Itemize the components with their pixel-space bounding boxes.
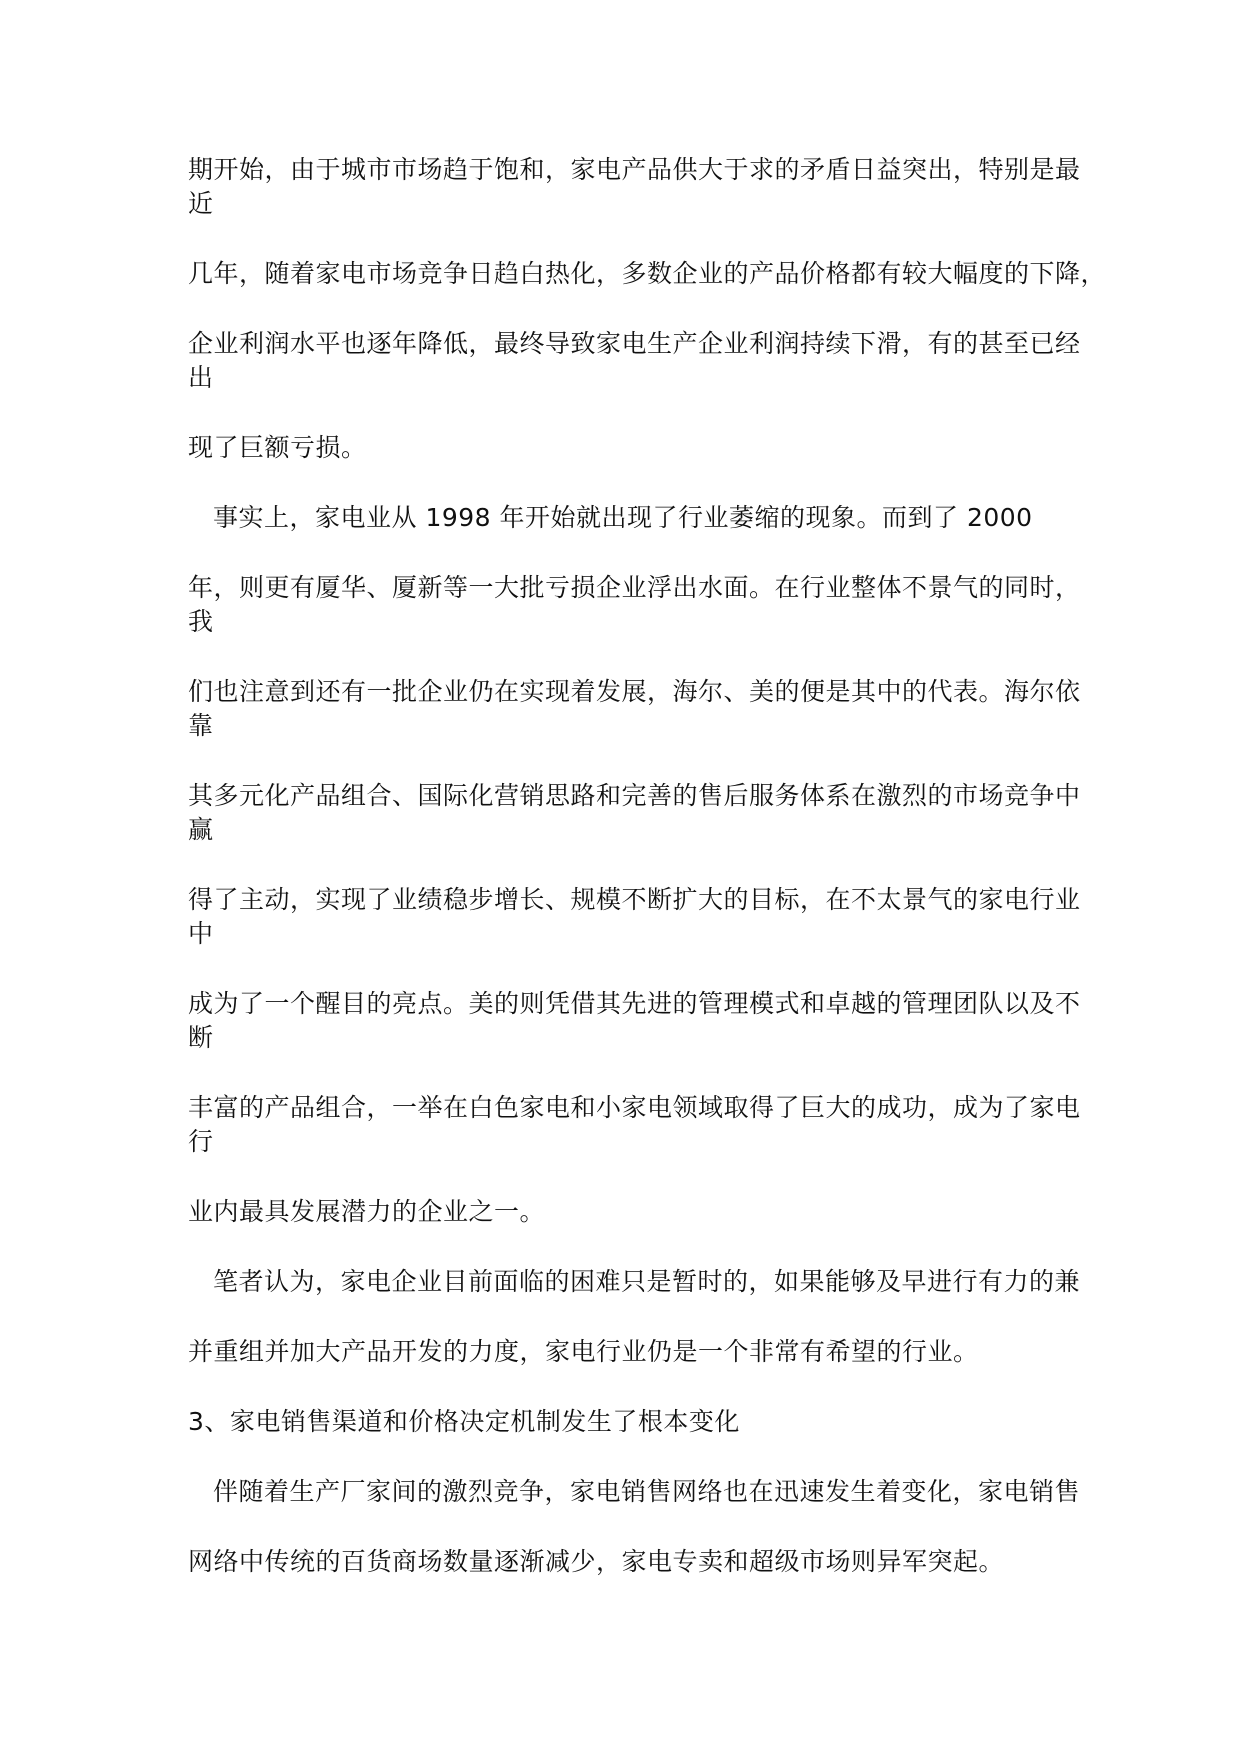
paragraph-first-line: 笔者认为，家电企业目前面临的困难只是暂时的，如果能够及早进行有力的兼 [213, 1267, 1081, 1296]
text-line: 中 [188, 919, 214, 948]
text-line: 出 [188, 363, 214, 392]
paragraph-first-line: 事实上，家电业从 1998 年开始就出现了行业萎缩的现象。而到了 2000 [213, 503, 1033, 532]
text-line: 们也注意到还有一批企业仍在实现着发展，海尔、美的便是其中的代表。海尔依 [188, 677, 1081, 706]
text-line: 赢 [188, 815, 214, 844]
text-line: 几年，随着家电市场竞争日趋白热化，多数企业的产品价格都有较大幅度的下降， [188, 259, 1107, 288]
text-line: 得了主动，实现了业绩稳步增长、规模不断扩大的目标，在不太景气的家电行业 [188, 885, 1081, 914]
text-line: 年，则更有厦华、厦新等一大批亏损企业浮出水面。在行业整体不景气的同时， [188, 573, 1081, 602]
text-line: 成为了一个醒目的亮点。美的则凭借其先进的管理模式和卓越的管理团队以及不 [188, 989, 1081, 1018]
text-line: 并重组并加大产品开发的力度，家电行业仍是一个非常有希望的行业。 [188, 1337, 979, 1366]
text-line: 行 [188, 1127, 214, 1156]
text-line: 现了巨额亏损。 [188, 433, 367, 462]
text-line: 丰富的产品组合，一举在白色家电和小家电领域取得了巨大的成功，成为了家电 [188, 1093, 1081, 1122]
section-heading: 3、家电销售渠道和价格决定机制发生了根本变化 [188, 1407, 740, 1436]
text-line: 业内最具发展潜力的企业之一。 [188, 1197, 546, 1226]
text-line: 断 [188, 1023, 214, 1052]
paragraph-first-line: 伴随着生产厂家间的激烈竞争，家电销售网络也在迅速发生着变化，家电销售 [213, 1477, 1081, 1506]
text-line: 靠 [188, 711, 214, 740]
text-line: 企业利润水平也逐年降低，最终导致家电生产企业利润持续下滑，有的甚至已经 [188, 329, 1081, 358]
text-line: 我 [188, 607, 214, 636]
text-line: 网络中传统的百货商场数量逐渐减少，家电专卖和超级市场则异军突起。 [188, 1547, 1005, 1576]
text-line: 期开始，由于城市市场趋于饱和，家电产品供大于求的矛盾日益突出，特别是最 [188, 155, 1081, 184]
text-line: 其多元化产品组合、国际化营销思路和完善的售后服务体系在激烈的市场竞争中 [188, 781, 1081, 810]
text-line: 近 [188, 189, 214, 218]
